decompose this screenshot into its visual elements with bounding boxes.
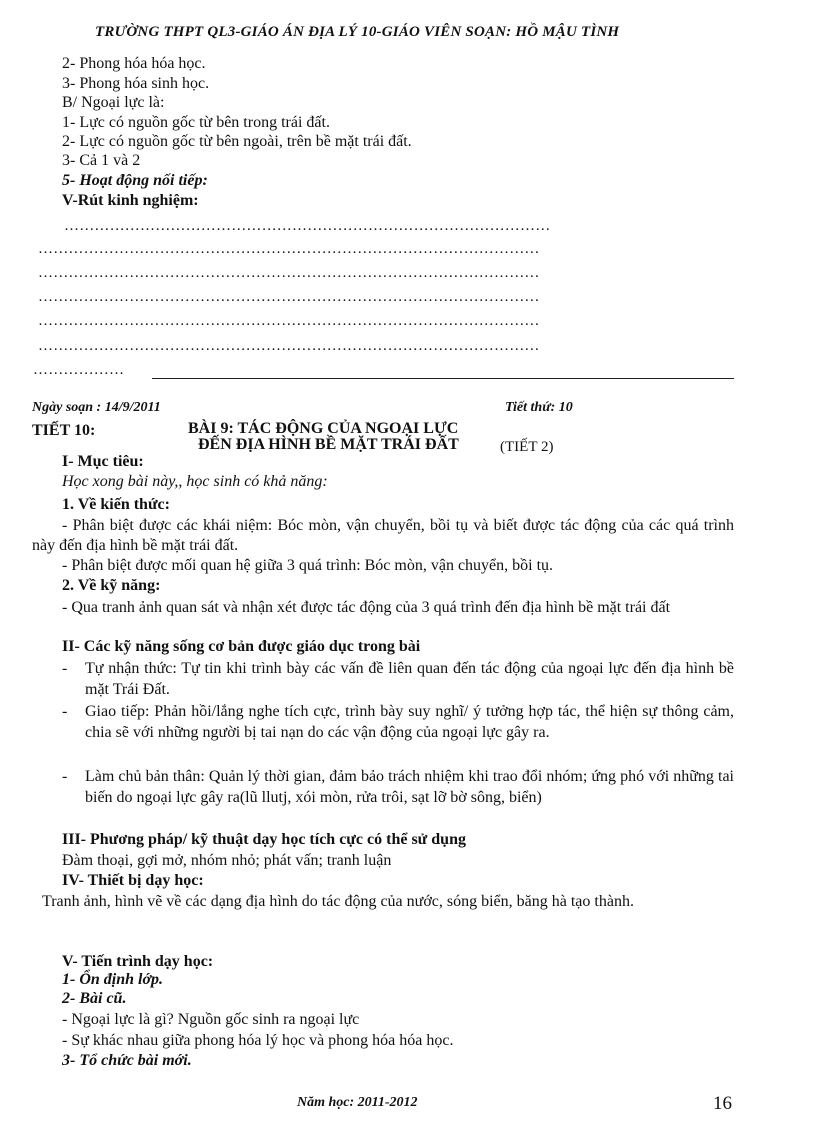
dotted-line: ……………………………………………………………………………………… [38, 265, 540, 281]
life-skill-item: Tự nhận thức: Tự tin khi trình bày các vấn đề liên quan đến tác động của ngoại lực đến địa hình bề mặt Trái Đất. [85, 660, 734, 698]
quiz-line: B/ Ngoại lực là: [62, 94, 165, 111]
activity-heading: 5- Hoạt động nối tiếp: [62, 172, 208, 189]
old-lesson-question: - Ngoại lực là gì? Nguồn gốc sinh ra ngoại lực [62, 1011, 360, 1028]
school-year: Năm học: 2011-2012 [297, 1095, 418, 1110]
bullet-dash: - [62, 703, 68, 720]
objectives-intro: Học xong bài này,, học sinh có khả năng: [62, 473, 328, 490]
equipment-text: Tranh ảnh, hình vẽ về các dạng địa hình do tác động của nước, sóng biển, băng hà tạo thành. [42, 893, 634, 910]
section-1-heading: I- Mục tiêu: [62, 453, 144, 470]
lesson-part: (TIẾT 2) [500, 439, 554, 455]
step-3: 3- Tổ chức bài mới. [62, 1052, 192, 1069]
date-label: Ngày soạn : 14/9/2011 [32, 400, 161, 415]
section-2-heading: II- Các kỹ năng sống cơ bản được giáo dục trong bài [62, 638, 421, 655]
dotted-line: ……………………………………………………………………………………… [38, 289, 540, 305]
quiz-line: 1- Lực có nguồn gốc từ bên trong trái đất. [62, 114, 330, 131]
rkn-heading: V-Rút kinh nghiệm: [62, 192, 199, 209]
page-header: TRƯỜNG THPT QL3-GIÁO ÁN ĐỊA LÝ 10-GIÁO VIÊN SOẠN: HỒ MẬU TÌNH [95, 24, 620, 40]
step-2: 2- Bài cũ. [62, 990, 127, 1007]
section-4-heading: IV- Thiết bị dạy học: [62, 872, 204, 889]
knowledge-item-1: - Phân biệt được các khái niệm: Bóc mòn, vận chuyển, bồi tụ và biết được tác động của các quá trình này đến địa hình bề mặt trái đất. [32, 517, 734, 554]
section-3-heading: III- Phương pháp/ kỹ thuật dạy học tích cực có thể sử dụng [62, 831, 466, 848]
old-lesson-question: - Sự khác nhau giữa phong hóa lý học và phong hóa hóa học. [62, 1032, 454, 1049]
period-label: Tiết thứ: 10 [505, 400, 573, 415]
quiz-line: 3- Cả 1 và 2 [62, 152, 141, 169]
section-divider [152, 378, 734, 379]
lesson-title: BÀI 9: TÁC ĐỘNG CỦA NGOẠI LỰC [188, 420, 459, 437]
section-5-heading: V- Tiến trình dạy học: [62, 953, 214, 970]
skills-item-1: - Qua tranh ảnh quan sát và nhận xét được tác động của 3 quá trình đến địa hình bề mặt trái đất [62, 599, 671, 616]
dotted-line: ……………… [33, 362, 125, 378]
life-skill-item: Giao tiếp: Phản hồi/lắng nghe tích cực, trình bày suy nghĩ/ ý tưởng hợp tác, thể hiện sự thông cảm, chia sẽ với những người bị tai nạn do các vận động của ngoại lực gây ra. [85, 703, 734, 741]
quiz-line: 2- Phong hóa hóa học. [62, 55, 206, 72]
dotted-line: ……………………………………………………………………………………… [38, 313, 540, 329]
dotted-line: ……………………………………………………………………………………… [38, 241, 540, 257]
page-number: 16 [713, 1093, 732, 1114]
tiet-label: TIẾT 10: [32, 422, 96, 439]
quiz-line: 3- Phong hóa sinh học. [62, 75, 210, 92]
dotted-line: ……………………………………………………………………………………… [38, 338, 540, 354]
quiz-line: 2- Lực có nguồn gốc từ bên ngoài, trên bề mặt trái đất. [62, 133, 412, 150]
life-skill-item: Làm chủ bản thân: Quản lý thời gian, đảm bảo trách nhiệm khi trao đổi nhóm; ứng phó với những tai biến do ngoại lực gây ra(lũ llutj, xói mòn, rửa trôi, sạt lỡ bờ sông, biển) [85, 768, 734, 806]
knowledge-item-2: - Phân biệt được mối quan hệ giữa 3 quá trình: Bóc mòn, vận chuyển, bồi tụ. [62, 557, 554, 574]
bullet-dash: - [62, 660, 68, 677]
step-1: 1- Ổn định lớp. [62, 971, 164, 988]
knowledge-heading: 1. Về kiến thức: [62, 496, 170, 513]
methods-text: Đàm thoại, gợi mở, nhóm nhỏ; phát vấn; tranh luận [62, 852, 392, 869]
skills-heading: 2. Về kỹ năng: [62, 577, 161, 594]
bullet-dash: - [62, 768, 68, 785]
dotted-line: …………………………………………………………………………………… [64, 218, 551, 234]
lesson-title-2: ĐẾN ĐỊA HÌNH BỀ MẶT TRÁI ĐẤT [198, 436, 459, 453]
